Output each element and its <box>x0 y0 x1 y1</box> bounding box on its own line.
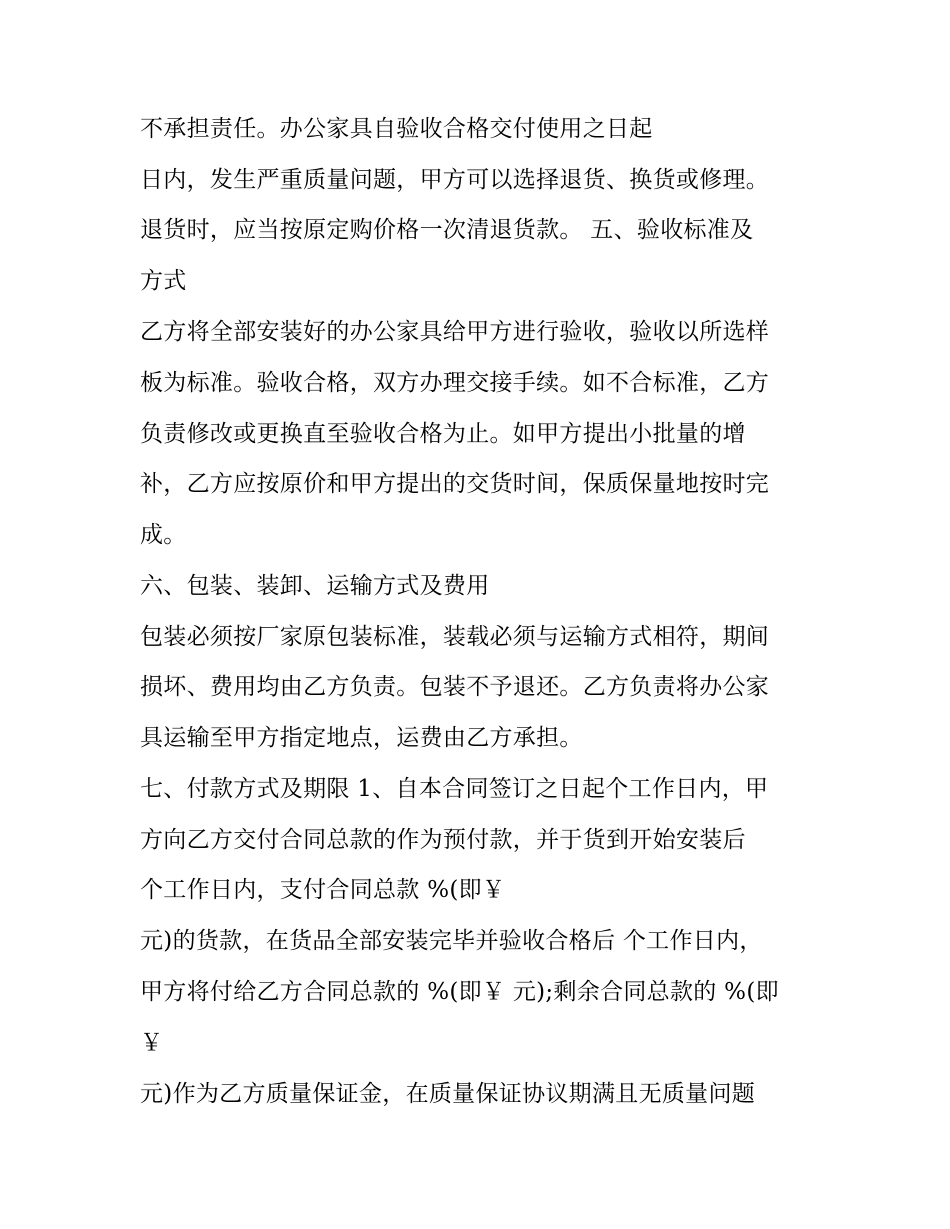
text-line: 成。 <box>140 522 187 548</box>
text-line: 损坏、费用均由乙方负责。包装不予退还。乙方负责将办公家 <box>140 674 770 700</box>
text-line: 补，乙方应按原价和甲方提出的交货时间，保质保量地按时完 <box>140 471 770 497</box>
text-line: 七、付款方式及期限 1、自本合同签订之日起个工作日内，甲 <box>140 776 769 802</box>
text-line: 包装必须按厂家原包装标准，装载必须与运输方式相符，期间 <box>140 624 770 650</box>
text-line: 乙方将全部安装好的办公家具给甲方进行验收，验收以所选样 <box>140 319 770 345</box>
text-line: 元)作为乙方质量保证金，在质量保证协议期满且无质量问题 <box>140 1081 756 1107</box>
text-line: 元)的货款，在货品全部安装完毕并验收合格后 个工作日内， <box>140 928 763 954</box>
section-heading: 六、包装、装卸、运输方式及费用 <box>140 573 490 599</box>
text-line: 具运输至甲方指定地点，运费由乙方承担。 <box>140 725 583 751</box>
text-line: 日内，发生严重质量问题，甲方可以选择退货、换货或修理。 <box>140 167 770 193</box>
text-line: 不承担责任。办公家具自验收合格交付使用之日起 <box>140 116 653 142</box>
text-line: ￥ <box>140 1030 164 1056</box>
text-line: 方向乙方交付合同总款的作为预付款，并于货到开始安装后 <box>140 827 746 853</box>
text-line: 甲方将付给乙方合同总款的 %(即￥ 元);剩余合同总款的 %(即 <box>140 979 779 1005</box>
text-line: 个工作日内，支付合同总款 %(即￥ <box>140 877 506 903</box>
text-line: 负责修改或更换直至验收合格为止。如甲方提出小批量的增 <box>140 421 746 447</box>
text-line: 方式 <box>140 268 187 294</box>
text-line: 退货时，应当按原定购价格一次清退货款。 五、验收标准及 <box>140 217 754 243</box>
text-line: 板为标准。验收合格，双方办理交接手续。如不合标准，乙方 <box>140 370 770 396</box>
